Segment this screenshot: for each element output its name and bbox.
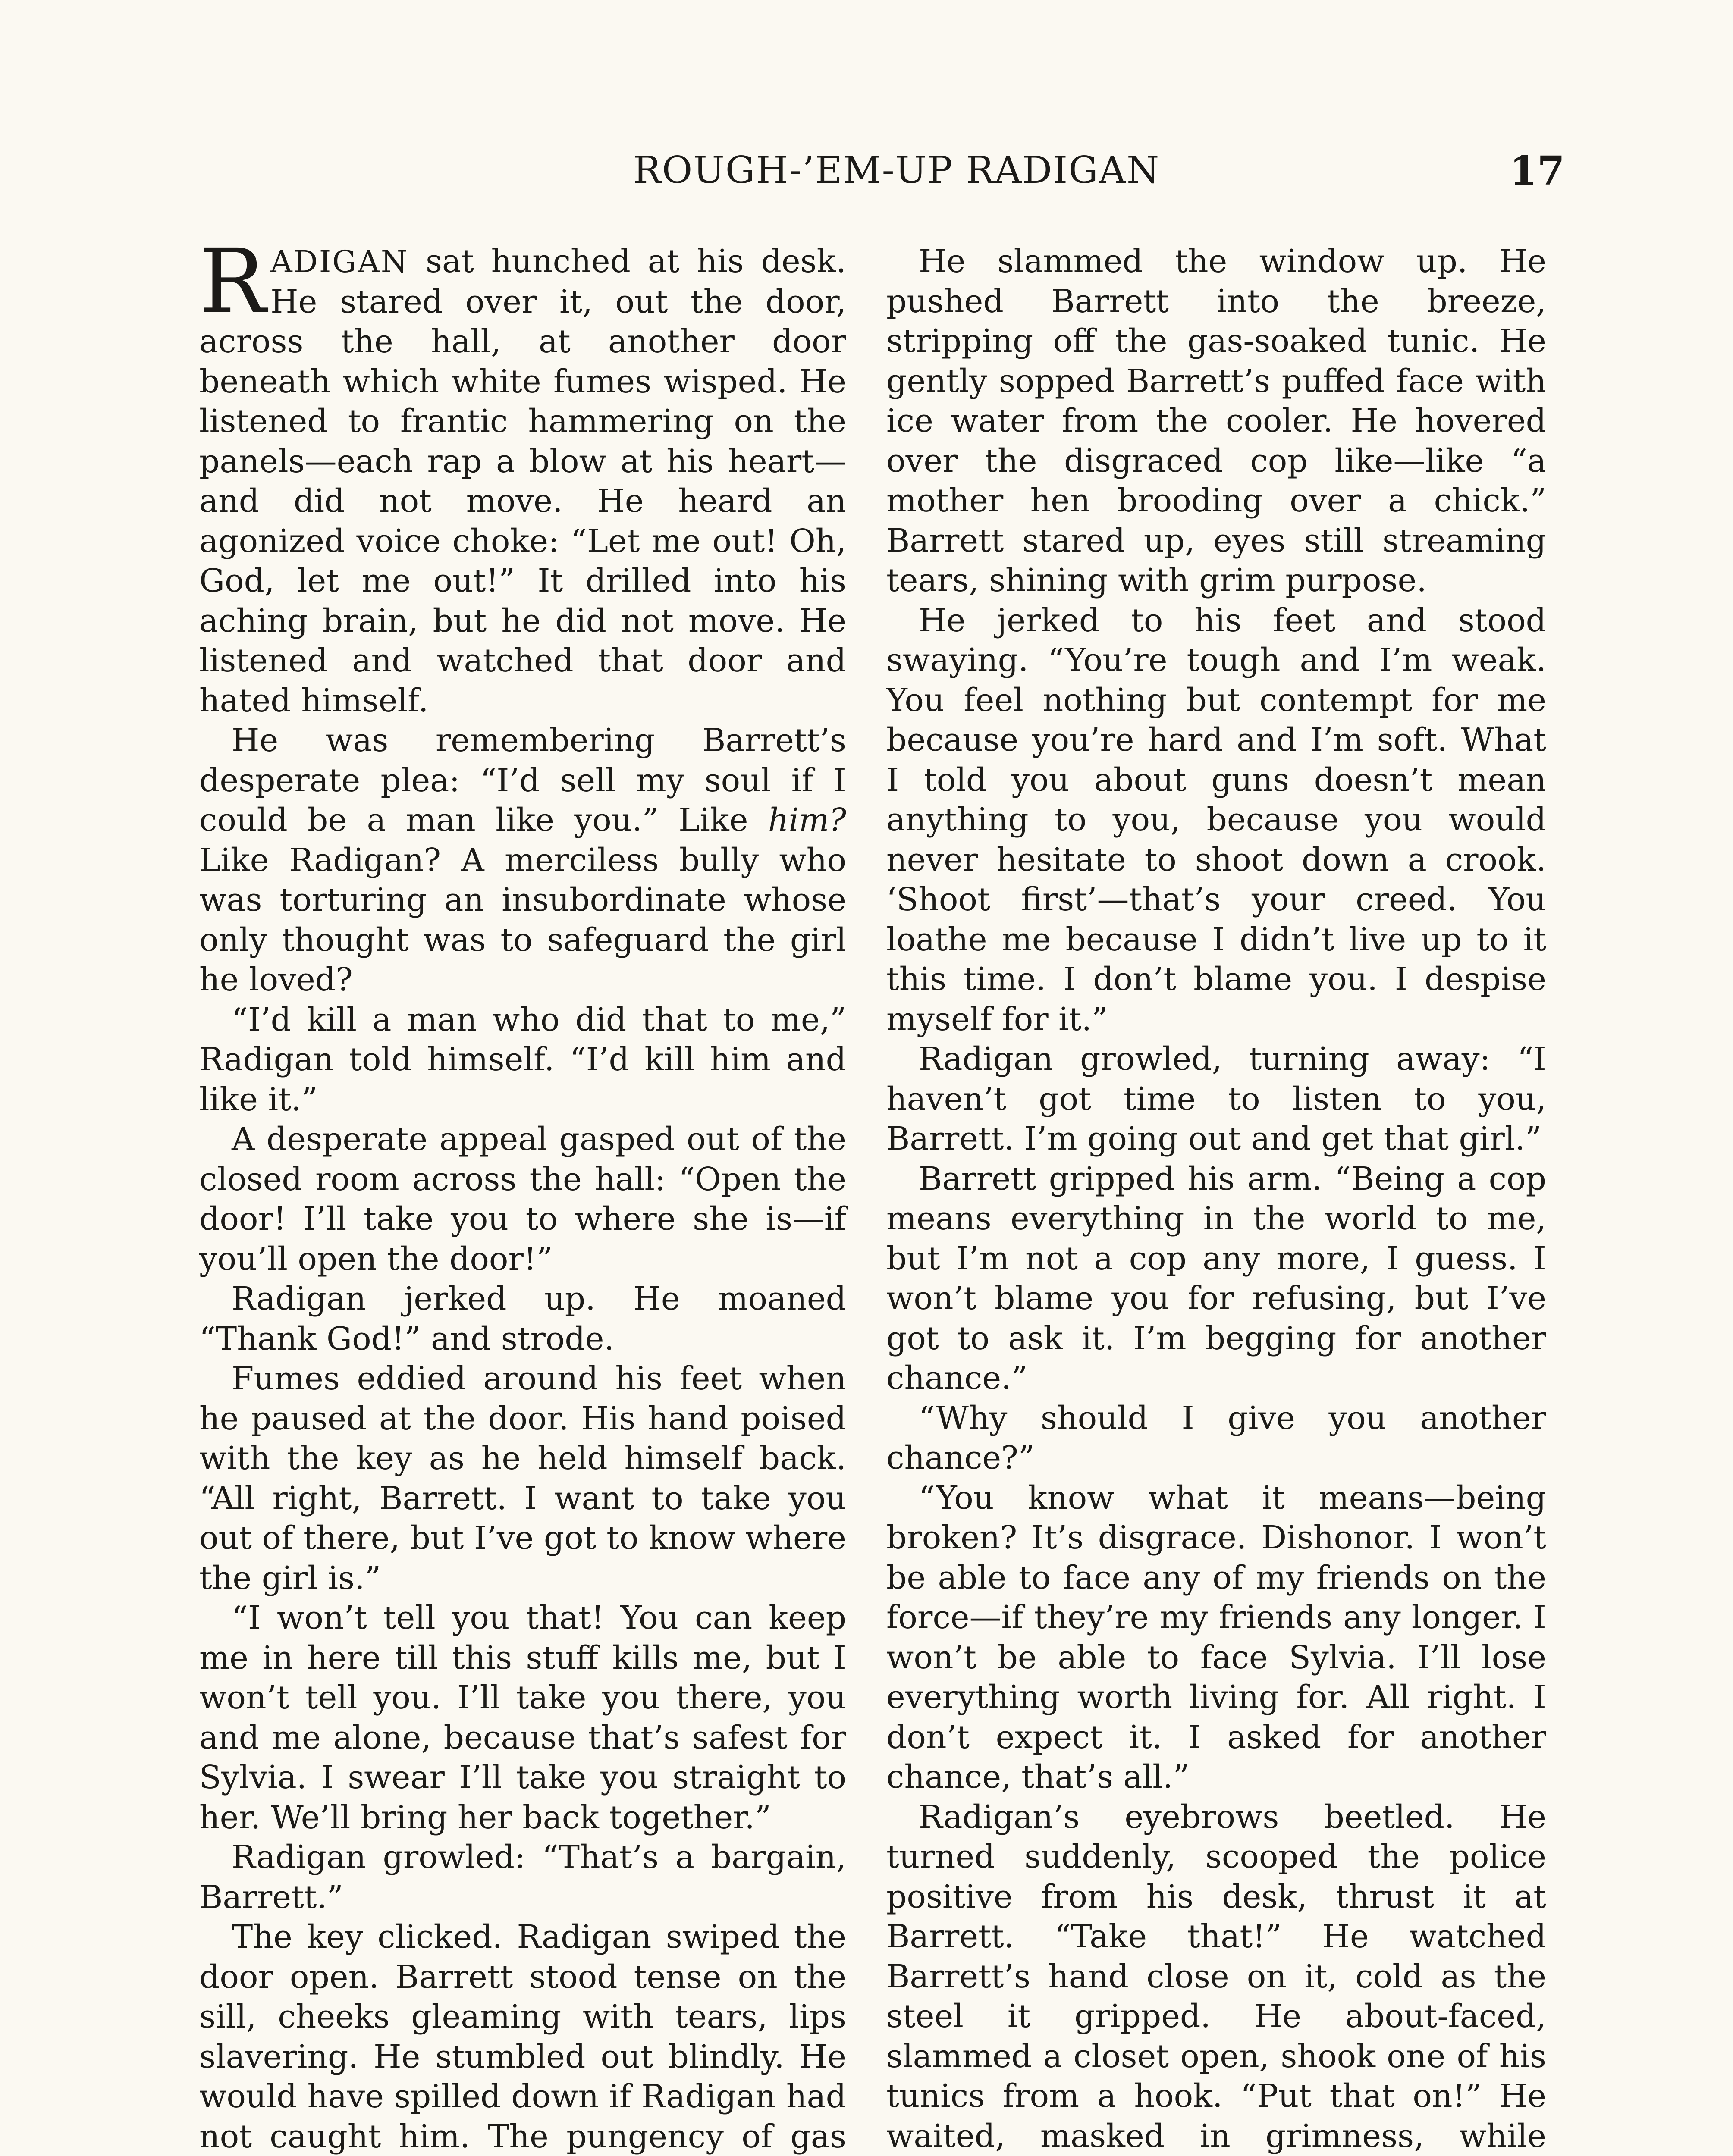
paragraph: The key clicked. Radigan swiped the door open. Barrett stood tense on the sill, cheeks gleaming with tears, lips slavering. He stumbled out blindly. He would have spilled down if Radigan had not caught him. The pungency of gas	[199, 1918, 846, 2155]
paragraph: He jerked to his feet and stood swaying. “You’re tough and I’m weak. You feel nothing but contempt for me because you’re hard and I’m soft. What I told you about guns doesn’t mean anything to you, because you would never hesitate to shoot down a crook. ‘Shoot first’—that’s your creed. You loathe me because I didn’t live up to it this time. I don’t blame you. I despise myself for it.”	[886, 602, 1546, 1038]
paragraph: Radigan growled, turning away: “I haven’t got time to listen to you, Barrett. I’m going out and get that girl.”	[886, 1040, 1546, 1157]
paragraph: Barrett gripped his arm. “Being a cop means everything in the world to me, but I’m not a cop any more, I guess. I won’t blame you for refusing, but I’ve got to ask it. I’m begging for another chance.”	[886, 1160, 1546, 1397]
paragraph-text: sat hunched at his desk. He stared over it, out the door, across the hall, at another door beneath which white fumes wisped. He listened to frantic hammering on the panels—each rap a blow at his heart—and did not move. He heard an agonized voice choke: “Let me out! Oh, God, let me out!” It drilled into his aching brain, but he did not move. He listened and watched that door and hated himself.	[199, 243, 846, 719]
opening-paragraph	[199, 230, 846, 721]
paragraph: Radigan’s eyebrows beetled. He turned suddenly, scooped the police positive from his desk, thrust it at Barrett. “Take that!” He watched Barrett’s hand close on it, cold as the steel it gripped. He about-faced, slammed a closet open, shook one of his tunics from a hook. “Put that on!” He waited, masked in grimness, while	[886, 1798, 1546, 2155]
paragraph: A desperate appeal gasped out of the closed room across the hall: “Open the door! I’ll take you to where she is—if you’ll open the door!”	[199, 1121, 846, 1278]
paragraph: He slammed the window up. He pushed Barrett into the breeze, stripping off the gas-soaked tunic. He gently sopped Barrett’s puffed face with ice water from the cooler. He hovered over the disgraced cop like—like “a mother hen brooding over a chick.” Barrett stared up, eyes still streaming tears, shining with grim purpose.	[886, 243, 1546, 599]
paragraph: Radigan growled: “That’s a bargain, Barrett.”	[199, 1839, 846, 1916]
left-column	[199, 230, 846, 2156]
running-title: ROUGH-’EM-UP RADIGAN	[633, 149, 1160, 192]
paragraph: He was remembering Barrett’s desperate plea: “I’d sell my soul if I could be a man like you.” Like him? Like Radigan? A merciless bully who was torturing an insubordinate whose only thought was to safeguard the girl he loved?	[199, 722, 846, 998]
paragraph: Radigan jerked up. He moaned “Thank God!” and strode.	[199, 1280, 846, 1357]
paragraph: Fumes eddied around his feet when he paused at the door. His hand poised with the key as he held himself back. “All right, Barrett. I want to take you out of there, but I’ve got to know where the girl is.”	[199, 1360, 846, 1597]
paragraph: “I won’t tell you that! You can keep me in here till this stuff kills me, but I won’t tell you. I’ll take you there, you and me alone, because that’s safest for Sylvia. I swear I’ll take you straight to her. We’ll bring her back together.”	[199, 1599, 846, 1836]
page-number: 17	[1510, 147, 1565, 194]
right-column	[886, 241, 1546, 2156]
paragraph: “You know what it means—being broken? It’s disgrace. Dishonor. I won’t be able to face any of my friends on the force—if they’re my friends any longer. I won’t be able to face Sylvia. I’ll lose everything worth living for. All right. I don’t expect it. I asked for another chance, that’s all.”	[886, 1479, 1546, 1796]
drop-cap: R	[199, 230, 267, 333]
paragraph: “Why should I give you another chance?”	[886, 1399, 1546, 1476]
opening-word: ADIGAN	[270, 244, 409, 279]
paragraph: “I’d kill a man who did that to me,” Radigan told himself. “I’d kill him and like it.”	[199, 1001, 846, 1118]
